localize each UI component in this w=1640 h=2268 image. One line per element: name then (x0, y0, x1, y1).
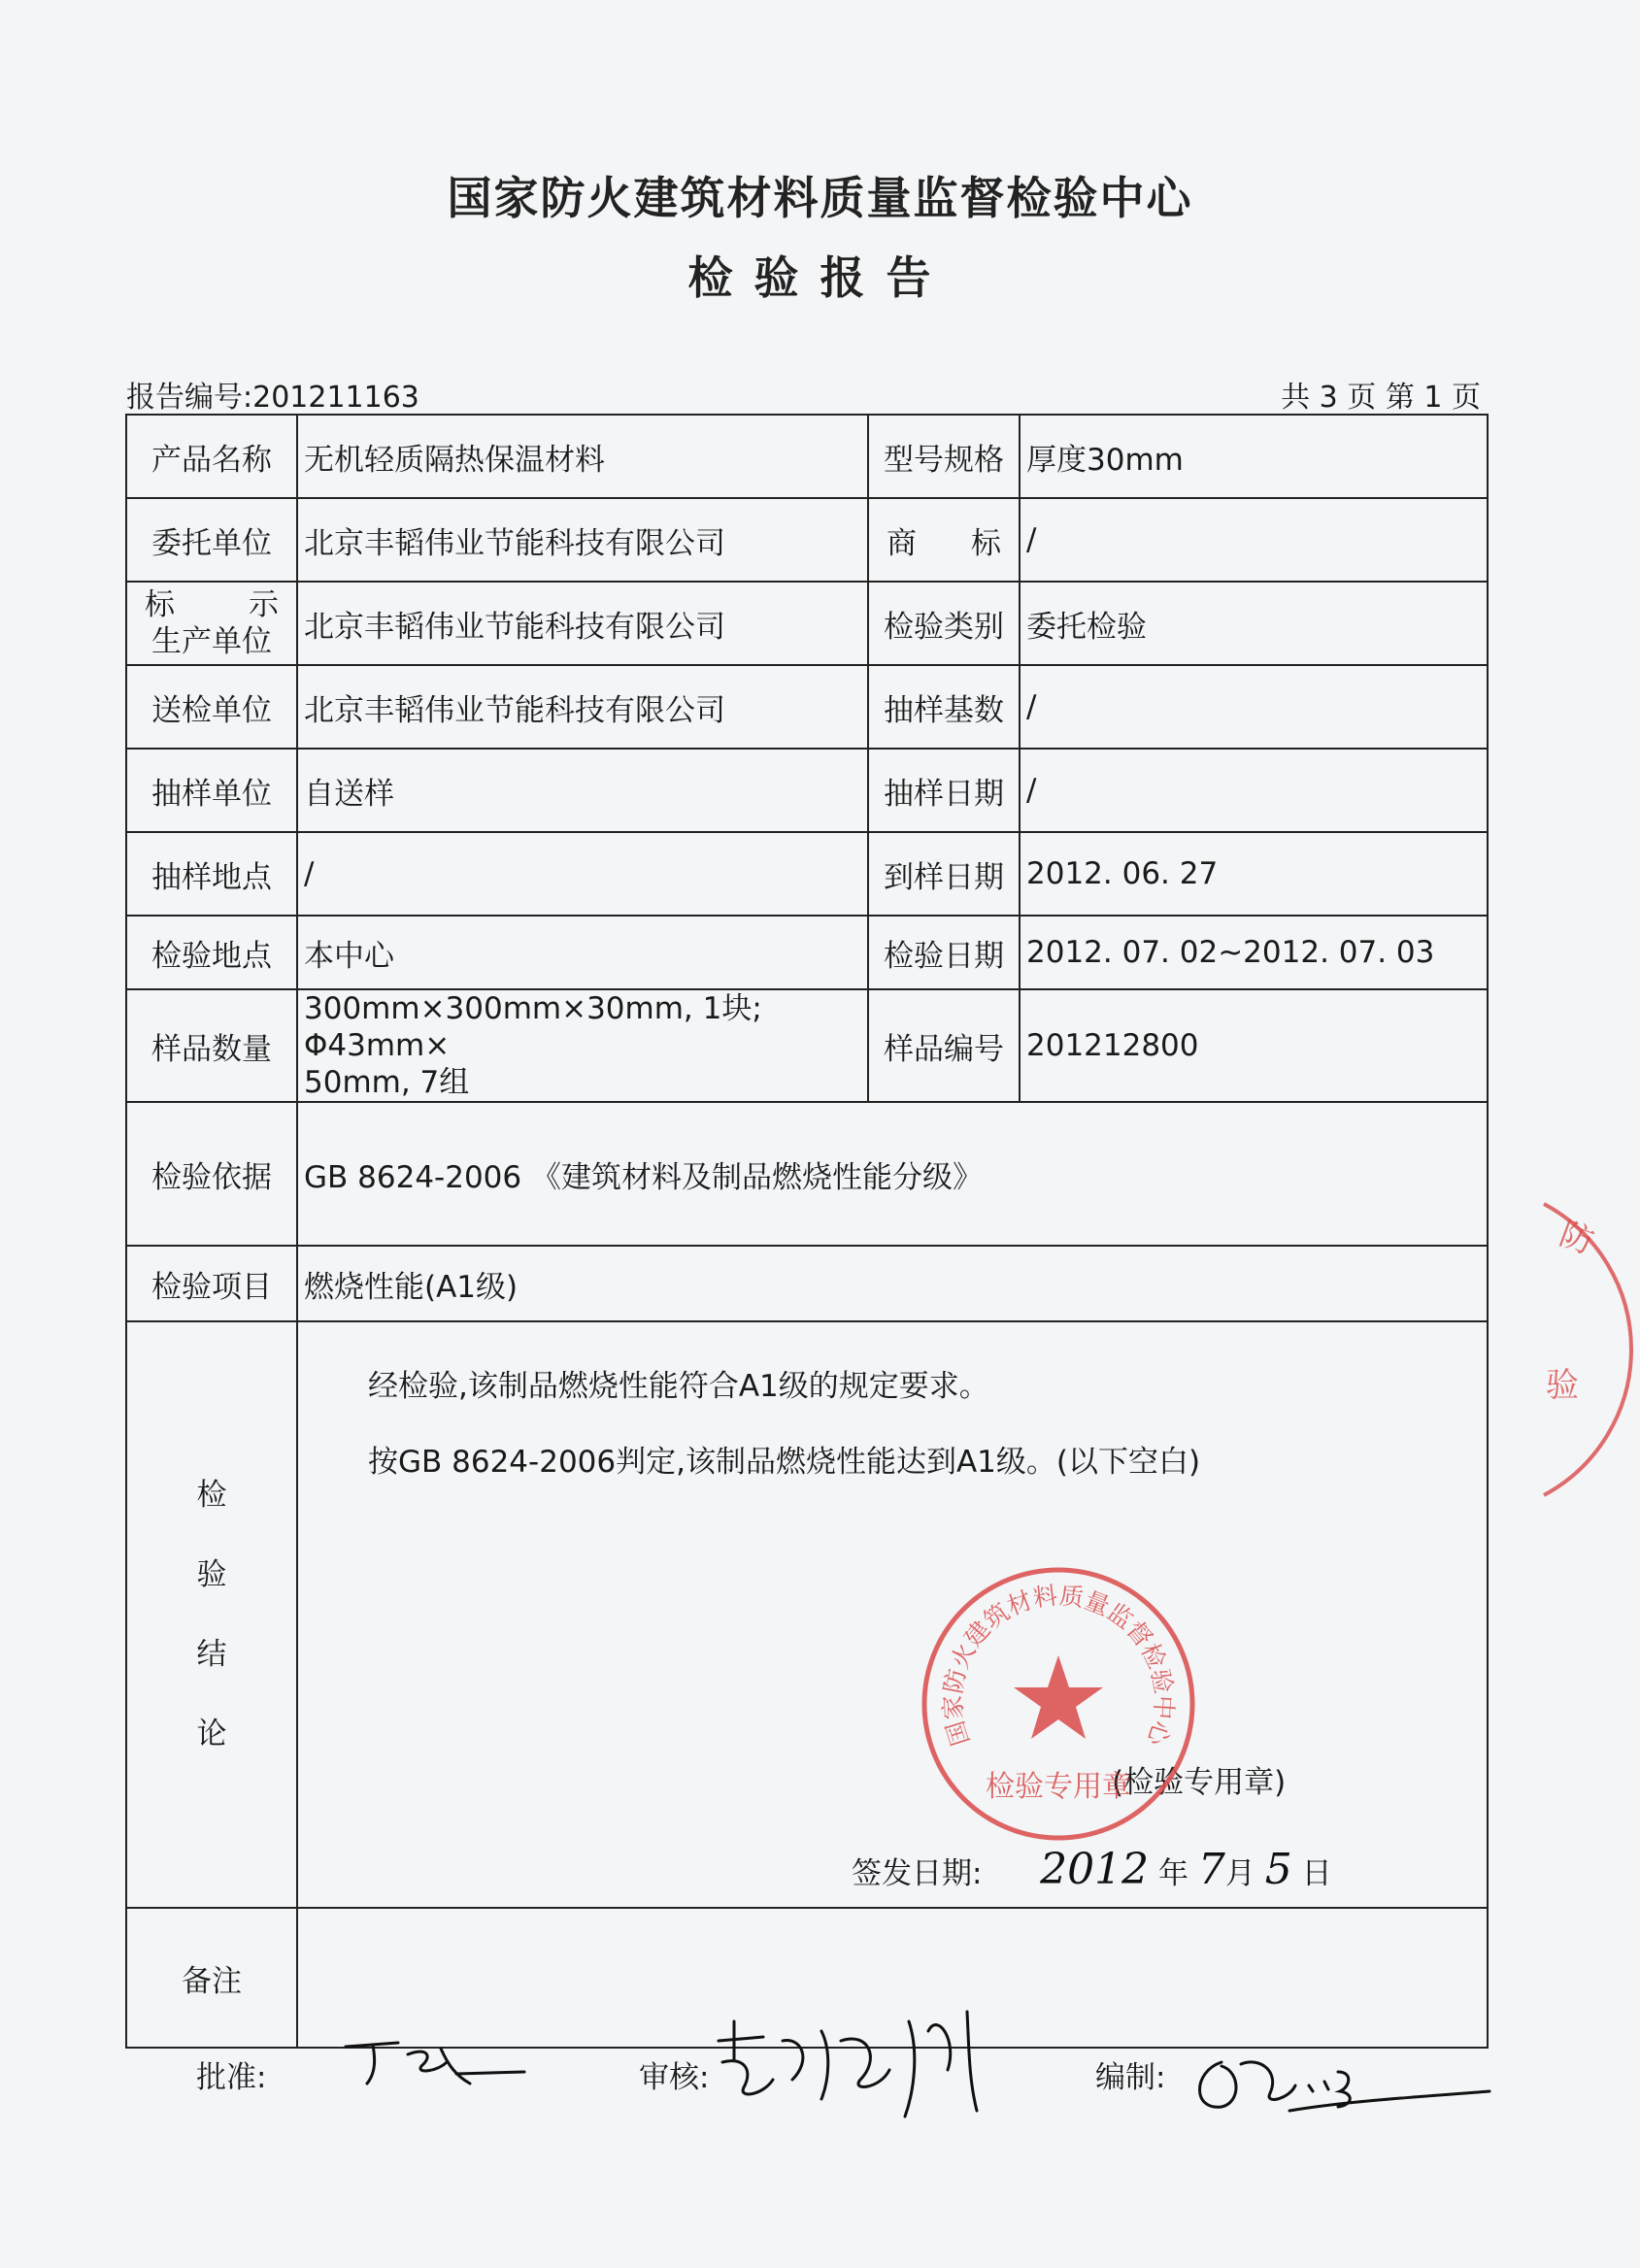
model: 厚度30mm (1020, 415, 1488, 498)
qty-line-1: 300mm×300mm×30mm, 1块; Φ43mm× (304, 991, 762, 1063)
conclusion-char: 检 (196, 1478, 227, 1513)
test-type-label: 检验类别 (868, 582, 1020, 665)
table-row (126, 749, 1488, 832)
issue-month: 7 (1197, 1845, 1225, 1894)
model-label: 型号规格 (868, 415, 1020, 498)
producer: 北京丰韬伟业节能科技有限公司 (297, 582, 868, 665)
approver-signature-icon (340, 2027, 534, 2095)
table-row (126, 582, 1488, 665)
trademark: / (1020, 498, 1488, 582)
approve-label: 批准: (196, 2060, 267, 2095)
table-row (126, 665, 1488, 749)
producer-label (126, 582, 297, 665)
org-name: 国家防火建筑材料质量监督检验中心 (447, 172, 1193, 224)
table-row (126, 1321, 1488, 1908)
doc-title: 检验报告 (687, 251, 953, 304)
qty-label: 样品数量 (126, 989, 297, 1102)
stamp-note: (检验专用章) (1112, 1765, 1287, 1800)
conclusion-line-2: 按GB 8624-2006判定,该制品燃烧性能达到A1级。(以下空白) (368, 1445, 1201, 1480)
client: 北京丰韬伟业节能科技有限公司 (297, 498, 868, 582)
official-seal-icon (918, 1563, 1199, 1845)
sample-no: 201212800 (1020, 989, 1488, 1102)
report-number-label: 报告编号: (126, 381, 253, 415)
svg-text:检验专用章: 检验专用章 (986, 1770, 1131, 1804)
review-label: 审核: (639, 2060, 710, 2095)
table-row (126, 916, 1488, 989)
conclusion-label (126, 1321, 297, 1908)
conclusion-line-1: 经检验,该制品燃烧性能符合A1级的规定要求。 (368, 1369, 989, 1404)
product-name: 无机轻质隔热保温材料 (297, 415, 868, 498)
table-row (126, 832, 1488, 916)
trademark-label-a: 商 (887, 525, 917, 561)
test-date: 2012. 07. 02~2012. 07. 03 (1020, 916, 1488, 989)
producer-label-a2: 示 (249, 587, 279, 622)
qty (297, 989, 868, 1102)
sample-base-label: 抽样基数 (868, 665, 1020, 749)
sample-date-label: 抽样日期 (868, 749, 1020, 832)
report-number-value: 201211163 (252, 381, 419, 415)
table-row (126, 989, 1488, 1102)
producer-label-a1: 标 (145, 587, 175, 622)
reviewer-signature-icon (715, 2002, 1006, 2128)
sample-place: / (297, 832, 868, 916)
conclusion-char: 论 (196, 1717, 227, 1751)
svg-text:验: 验 (1546, 1366, 1579, 1405)
partial-seal-icon (1534, 1184, 1640, 1515)
compiler-signature-icon (1183, 2043, 1493, 2120)
test-type: 委托检验 (1020, 582, 1488, 665)
item: 燃烧性能(A1级) (297, 1246, 1488, 1321)
basis-label: 检验依据 (126, 1102, 297, 1246)
issue-date-label: 签发日期: (852, 1856, 983, 1891)
table-row (126, 1246, 1488, 1321)
svg-text:国家防火建筑材料质量监督检验中心: 国家防火建筑材料质量监督检验中心 (938, 1581, 1179, 1750)
sender-label: 送检单位 (126, 665, 297, 749)
sender: 北京丰韬伟业节能科技有限公司 (297, 665, 868, 749)
sample-date: / (1020, 749, 1488, 832)
product-name-label: 产品名称 (126, 415, 297, 498)
arrival-date-label: 到样日期 (868, 832, 1020, 916)
test-place: 本中心 (297, 916, 868, 989)
qty-line-2: 50mm, 7组 (304, 1065, 470, 1100)
basis: GB 8624-2006 《建筑材料及制品燃烧性能分级》 (297, 1102, 1488, 1246)
arrival-date: 2012. 06. 27 (1020, 832, 1488, 916)
table-row (126, 1102, 1488, 1246)
sampler: 自送样 (297, 749, 868, 832)
remark-label: 备注 (126, 1908, 297, 2048)
conclusion-char: 结 (196, 1637, 227, 1672)
sampler-label: 抽样单位 (126, 749, 297, 832)
svg-text:防: 防 (1554, 1214, 1599, 1263)
trademark-label (868, 498, 1020, 582)
report-number (126, 373, 419, 416)
trademark-label-b: 标 (971, 525, 1001, 561)
issue-year: 2012 (1040, 1845, 1150, 1894)
producer-label-b: 生产单位 (151, 624, 272, 659)
issue-day-unit: 日 (1301, 1856, 1332, 1891)
report-table (125, 414, 1489, 2049)
page-info: 共 3 页 第 1 页 (1281, 381, 1481, 415)
conclusion-char: 验 (196, 1557, 227, 1592)
issue-day: 5 (1264, 1845, 1292, 1894)
compile-label: 编制: (1095, 2060, 1166, 2095)
table-row (126, 498, 1488, 582)
sample-base: / (1020, 665, 1488, 749)
item-label: 检验项目 (126, 1246, 297, 1321)
issue-date (852, 1845, 1332, 1894)
sample-place-label: 抽样地点 (126, 832, 297, 916)
issue-year-unit: 年 (1158, 1856, 1189, 1891)
table-row (126, 415, 1488, 498)
issue-month-unit: 月 (1224, 1856, 1255, 1891)
test-date-label: 检验日期 (868, 916, 1020, 989)
test-place-label: 检验地点 (126, 916, 297, 989)
conclusion (297, 1321, 1488, 1908)
sample-no-label: 样品编号 (868, 989, 1020, 1102)
client-label: 委托单位 (126, 498, 297, 582)
